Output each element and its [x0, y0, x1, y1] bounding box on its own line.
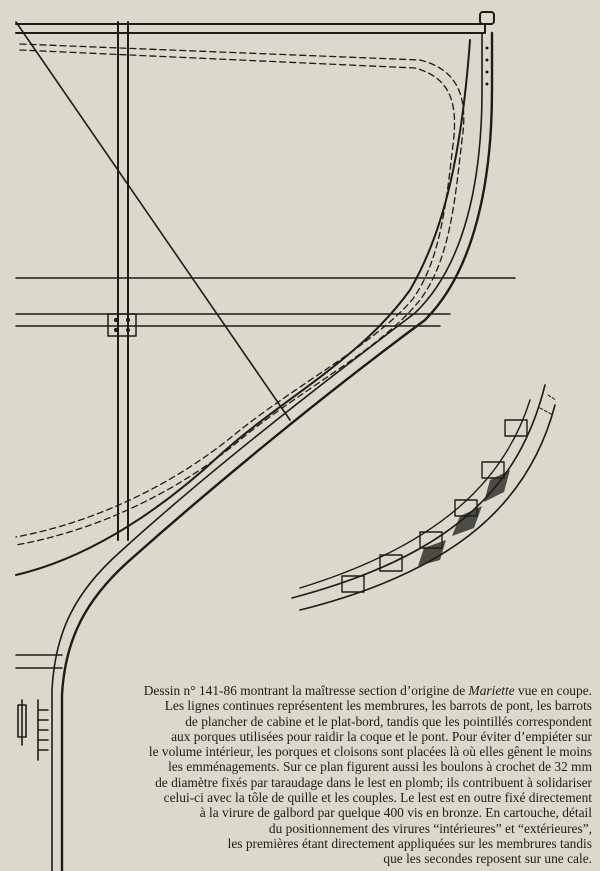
caption-line-11: les premières étant directement appliquées sur les membrures tandis	[227, 835, 592, 851]
stanchion	[118, 22, 128, 540]
caption-line-3: de plancher de cabine et le plat-bord, tandis que les pointillés correspondent	[185, 713, 592, 729]
boat-name: Mariette	[468, 683, 515, 698]
caption-line-1	[92, 683, 592, 698]
junction-plate	[108, 314, 136, 336]
caption-line-7: de diamètre fixés par taraudage dans le lest en plomb; ils contribuent à solidariser	[155, 774, 592, 790]
caption-line-2: Les lignes continues représentent les membrures, les barrots de pont, les barrots	[164, 698, 592, 714]
planking-detail-inset	[292, 385, 556, 610]
caption-line-10: du positionnement des virures “intérieures” et “extérieures”,	[268, 820, 592, 836]
caption-line-8: celui-ci avec la tôle de quille et les couples. Le lest est en outre fixé directement	[163, 790, 592, 806]
caption-line-12: que les secondes reposent sur une cale.	[383, 851, 592, 867]
keel-ballast	[16, 655, 62, 760]
sheer-rivets	[486, 47, 489, 86]
caption-line-5: le volume intérieur, les porques et cloisons sont placées là où elles gênent le moins	[148, 744, 592, 760]
deck-beam	[16, 12, 494, 33]
diagonal-tie	[16, 22, 290, 420]
caption-line-1-a: Dessin n° 141-86 montrant la maîtresse section d’origine de	[143, 683, 469, 698]
caption-line-6: les emménagements. Sur ce plan figurent aussi les boulons à crochet de 32 mm	[168, 759, 592, 775]
drawing-caption	[92, 683, 592, 867]
caption-line-4: aux porques utilisées pour raidir la coque et le pont. Pour éviter d’empiéter sur	[171, 728, 592, 744]
caption-line-9: à la virure de galbord par quelque 400 vis en bronze. En cartouche, détail	[199, 805, 592, 821]
caption-line-1-b: vue en coupe.	[514, 683, 592, 698]
